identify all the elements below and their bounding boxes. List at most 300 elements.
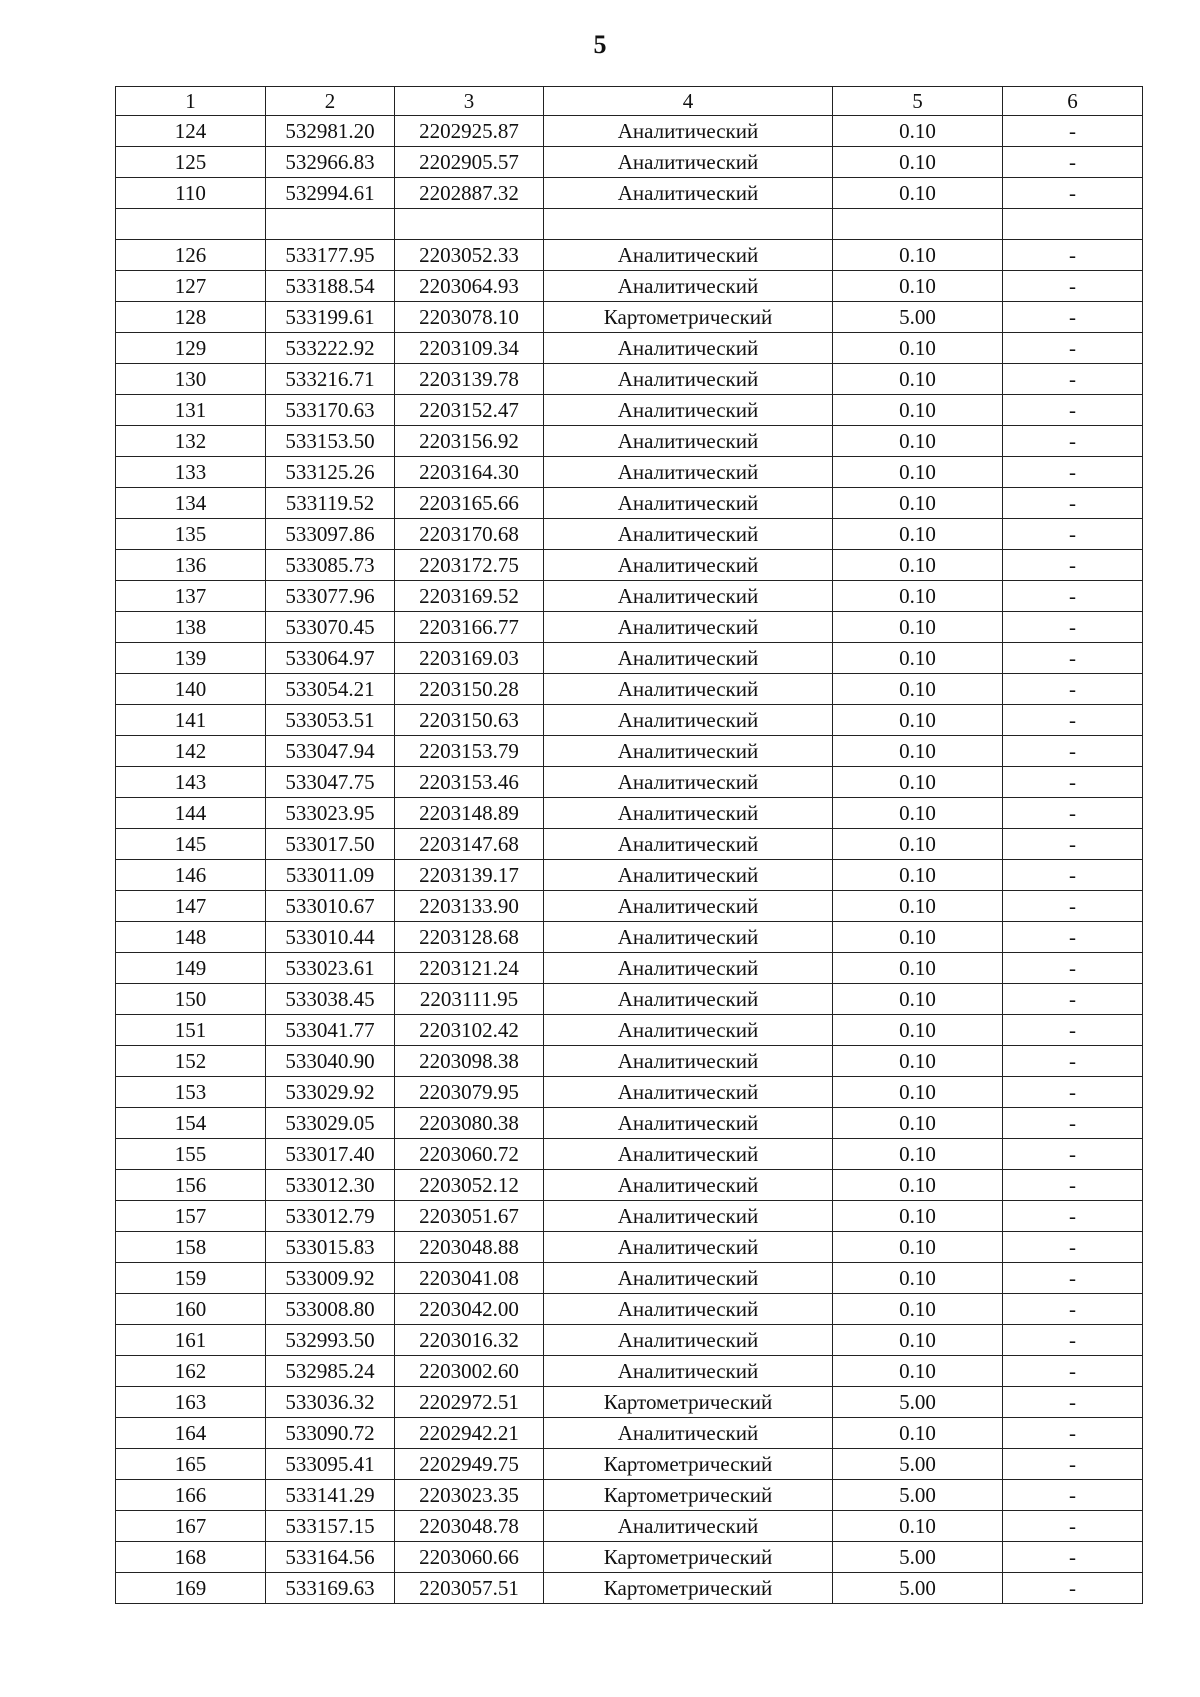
table-cell: 0.10 — [833, 1356, 1003, 1387]
table-cell: 2203172.75 — [395, 550, 544, 581]
table-row — [116, 1449, 1143, 1480]
table-cell: 533047.94 — [266, 736, 395, 767]
table-cell: 533012.79 — [266, 1201, 395, 1232]
table-cell: 2203041.08 — [395, 1263, 544, 1294]
table-cell: 124 — [116, 116, 266, 147]
table-row — [116, 457, 1143, 488]
table-cell: 165 — [116, 1449, 266, 1480]
table-cell: 126 — [116, 240, 266, 271]
table-cell: 164 — [116, 1418, 266, 1449]
table-cell: 163 — [116, 1387, 266, 1418]
table-cell: 136 — [116, 550, 266, 581]
table-row — [116, 1077, 1143, 1108]
table-cell: 0.10 — [833, 426, 1003, 457]
table-cell: 0.10 — [833, 457, 1003, 488]
table-cell: 533047.75 — [266, 767, 395, 798]
table-cell: 2203128.68 — [395, 922, 544, 953]
table-cell: 2203064.93 — [395, 271, 544, 302]
table-cell: 533041.77 — [266, 1015, 395, 1046]
table-cell: 533038.45 — [266, 984, 395, 1015]
table-cell: 144 — [116, 798, 266, 829]
table-cell — [116, 209, 266, 240]
table-cell: 2203023.35 — [395, 1480, 544, 1511]
table-row — [116, 1170, 1143, 1201]
table-cell: 533164.56 — [266, 1542, 395, 1573]
table-cell: 2203164.30 — [395, 457, 544, 488]
table-row — [116, 1263, 1143, 1294]
table-cell: 0.10 — [833, 1232, 1003, 1263]
table-cell: 2203052.12 — [395, 1170, 544, 1201]
table-cell: Аналитический — [544, 922, 833, 953]
table-cell: - — [1003, 1294, 1143, 1325]
table-cell: 2203051.67 — [395, 1201, 544, 1232]
table-cell: - — [1003, 674, 1143, 705]
table-row — [116, 178, 1143, 209]
table-cell: 533017.50 — [266, 829, 395, 860]
table-cell: 2203170.68 — [395, 519, 544, 550]
table-cell: - — [1003, 953, 1143, 984]
table-cell: Аналитический — [544, 1511, 833, 1542]
table-cell: 167 — [116, 1511, 266, 1542]
table-cell: 0.10 — [833, 581, 1003, 612]
table-cell: 0.10 — [833, 178, 1003, 209]
table-cell: Аналитический — [544, 674, 833, 705]
table-row — [116, 1046, 1143, 1077]
table-cell: Аналитический — [544, 395, 833, 426]
column-header: 5 — [833, 87, 1003, 116]
table-cell: 533036.32 — [266, 1387, 395, 1418]
table-cell: Аналитический — [544, 488, 833, 519]
table-cell: Аналитический — [544, 705, 833, 736]
table-cell: - — [1003, 1542, 1143, 1573]
table-cell: 128 — [116, 302, 266, 333]
table-cell: 0.10 — [833, 1294, 1003, 1325]
table-cell: 2202887.32 — [395, 178, 544, 209]
table-cell: 0.10 — [833, 1139, 1003, 1170]
table-cell: 533029.05 — [266, 1108, 395, 1139]
table-cell: 2203079.95 — [395, 1077, 544, 1108]
table-cell: 5.00 — [833, 302, 1003, 333]
table-cell: 533064.97 — [266, 643, 395, 674]
table-cell: 147 — [116, 891, 266, 922]
table-cell: - — [1003, 550, 1143, 581]
table-cell: 533153.50 — [266, 426, 395, 457]
table-cell: 140 — [116, 674, 266, 705]
table-cell: 0.10 — [833, 1046, 1003, 1077]
table-cell: 2203139.17 — [395, 860, 544, 891]
table-row — [116, 147, 1143, 178]
column-header: 3 — [395, 87, 544, 116]
table-cell: - — [1003, 1170, 1143, 1201]
table-cell: Аналитический — [544, 1046, 833, 1077]
table-row — [116, 302, 1143, 333]
table-cell: - — [1003, 829, 1143, 860]
table-cell: 135 — [116, 519, 266, 550]
table-cell: Аналитический — [544, 364, 833, 395]
table-cell: 0.10 — [833, 798, 1003, 829]
table-cell: 166 — [116, 1480, 266, 1511]
table-cell: 2203139.78 — [395, 364, 544, 395]
table-cell: 0.10 — [833, 829, 1003, 860]
table-cell: 0.10 — [833, 1325, 1003, 1356]
table-cell: - — [1003, 581, 1143, 612]
table-cell: 0.10 — [833, 1511, 1003, 1542]
table-cell: 0.10 — [833, 240, 1003, 271]
table-cell: 533216.71 — [266, 364, 395, 395]
table-cell: Аналитический — [544, 1108, 833, 1139]
table-cell: 2203152.47 — [395, 395, 544, 426]
table-cell: Аналитический — [544, 550, 833, 581]
table-cell: 533023.95 — [266, 798, 395, 829]
table-cell: 533010.44 — [266, 922, 395, 953]
table-cell: 2203169.03 — [395, 643, 544, 674]
table-cell: 142 — [116, 736, 266, 767]
table-row — [116, 1511, 1143, 1542]
table-cell: Аналитический — [544, 519, 833, 550]
table-row — [116, 1139, 1143, 1170]
table-cell: - — [1003, 1511, 1143, 1542]
table-cell: Аналитический — [544, 984, 833, 1015]
table-cell: 133 — [116, 457, 266, 488]
table-row — [116, 1418, 1143, 1449]
table-cell: - — [1003, 1139, 1143, 1170]
table-cell: 0.10 — [833, 1263, 1003, 1294]
table-cell: 134 — [116, 488, 266, 519]
table-cell: Аналитический — [544, 116, 833, 147]
table-cell: 132 — [116, 426, 266, 457]
table-cell: - — [1003, 1418, 1143, 1449]
table-cell: 2203150.28 — [395, 674, 544, 705]
table-cell: 155 — [116, 1139, 266, 1170]
table-cell: Аналитический — [544, 1263, 833, 1294]
table-cell: - — [1003, 705, 1143, 736]
column-header: 6 — [1003, 87, 1143, 116]
table-cell: 0.10 — [833, 674, 1003, 705]
table-cell: - — [1003, 1046, 1143, 1077]
table-row — [116, 488, 1143, 519]
table-cell: 0.10 — [833, 116, 1003, 147]
table-cell: 5.00 — [833, 1449, 1003, 1480]
table-cell: - — [1003, 767, 1143, 798]
table-cell: 533095.41 — [266, 1449, 395, 1480]
table-row — [116, 1015, 1143, 1046]
table-row — [116, 1294, 1143, 1325]
table-cell: 0.10 — [833, 705, 1003, 736]
table-cell: 533170.63 — [266, 395, 395, 426]
table-cell: 533097.86 — [266, 519, 395, 550]
table-row — [116, 767, 1143, 798]
table-row — [116, 395, 1143, 426]
table-row — [116, 1542, 1143, 1573]
table-row — [116, 1480, 1143, 1511]
table-row — [116, 240, 1143, 271]
table-cell: 532985.24 — [266, 1356, 395, 1387]
table-row — [116, 705, 1143, 736]
table-cell: 0.10 — [833, 1201, 1003, 1232]
table-cell: Аналитический — [544, 271, 833, 302]
table-cell: 0.10 — [833, 364, 1003, 395]
table-cell: - — [1003, 1263, 1143, 1294]
table-cell: Аналитический — [544, 643, 833, 674]
table-cell: 5.00 — [833, 1573, 1003, 1604]
table-cell: - — [1003, 891, 1143, 922]
table-row — [116, 674, 1143, 705]
table-cell: 143 — [116, 767, 266, 798]
table-row — [116, 426, 1143, 457]
table-cell: - — [1003, 1077, 1143, 1108]
table-cell: 0.10 — [833, 1108, 1003, 1139]
table-cell: 150 — [116, 984, 266, 1015]
table-cell: 2203121.24 — [395, 953, 544, 984]
table-cell — [266, 209, 395, 240]
table-cell: 145 — [116, 829, 266, 860]
table-cell: 533169.63 — [266, 1573, 395, 1604]
table-cell: 533141.29 — [266, 1480, 395, 1511]
table-cell: 137 — [116, 581, 266, 612]
table-cell: 2203165.66 — [395, 488, 544, 519]
table-cell: 2203153.79 — [395, 736, 544, 767]
table-cell: - — [1003, 1573, 1143, 1604]
table-cell: 110 — [116, 178, 266, 209]
table-cell: - — [1003, 1108, 1143, 1139]
table-cell: 533188.54 — [266, 271, 395, 302]
table-cell: Картометрический — [544, 1573, 833, 1604]
table-cell: - — [1003, 333, 1143, 364]
table-cell: 0.10 — [833, 984, 1003, 1015]
table-cell: 152 — [116, 1046, 266, 1077]
table-cell: Аналитический — [544, 1356, 833, 1387]
table-cell: 533199.61 — [266, 302, 395, 333]
table-cell: 130 — [116, 364, 266, 395]
table-cell: - — [1003, 1356, 1143, 1387]
table-row — [116, 364, 1143, 395]
table-cell — [544, 209, 833, 240]
table-cell: 2203057.51 — [395, 1573, 544, 1604]
table-row — [116, 1232, 1143, 1263]
table-cell: - — [1003, 1232, 1143, 1263]
table-cell: - — [1003, 798, 1143, 829]
table-cell: - — [1003, 519, 1143, 550]
table-cell: - — [1003, 1480, 1143, 1511]
table-cell: 533040.90 — [266, 1046, 395, 1077]
table-cell: Картометрический — [544, 1449, 833, 1480]
table-row — [116, 209, 1143, 240]
table-cell: 159 — [116, 1263, 266, 1294]
table-cell: - — [1003, 736, 1143, 767]
table-cell — [395, 209, 544, 240]
table-row — [116, 519, 1143, 550]
table-cell: 2203166.77 — [395, 612, 544, 643]
table-cell: 0.10 — [833, 1077, 1003, 1108]
table-cell: - — [1003, 643, 1143, 674]
coordinates-table — [115, 86, 1143, 1604]
table-cell: 0.10 — [833, 1170, 1003, 1201]
table-cell: - — [1003, 457, 1143, 488]
table-cell: 533017.40 — [266, 1139, 395, 1170]
table-cell: 0.10 — [833, 1015, 1003, 1046]
table-body — [116, 87, 1143, 1604]
table-cell: - — [1003, 116, 1143, 147]
table-cell: 532994.61 — [266, 178, 395, 209]
table-row — [116, 922, 1143, 953]
table-cell: 2203098.38 — [395, 1046, 544, 1077]
table-cell: Картометрический — [544, 1387, 833, 1418]
table-cell: - — [1003, 240, 1143, 271]
table-cell: 2203169.52 — [395, 581, 544, 612]
table-cell: 0.10 — [833, 333, 1003, 364]
table-cell: 533077.96 — [266, 581, 395, 612]
table-row — [116, 1356, 1143, 1387]
table-row — [116, 271, 1143, 302]
table-cell: 0.10 — [833, 891, 1003, 922]
table-row — [116, 1573, 1143, 1604]
table-cell: 158 — [116, 1232, 266, 1263]
table-cell: 2203060.72 — [395, 1139, 544, 1170]
table-row — [116, 1325, 1143, 1356]
table-cell: 0.10 — [833, 922, 1003, 953]
table-cell: Аналитический — [544, 457, 833, 488]
table-cell: 156 — [116, 1170, 266, 1201]
table-row — [116, 1201, 1143, 1232]
table-cell: 533070.45 — [266, 612, 395, 643]
table-cell: 533157.15 — [266, 1511, 395, 1542]
table-cell: - — [1003, 147, 1143, 178]
table-cell: 157 — [116, 1201, 266, 1232]
table-cell: - — [1003, 1325, 1143, 1356]
table-cell: 2202972.51 — [395, 1387, 544, 1418]
table-cell: 151 — [116, 1015, 266, 1046]
table-cell: 2203111.95 — [395, 984, 544, 1015]
table-cell: 125 — [116, 147, 266, 178]
table-cell: 2203080.38 — [395, 1108, 544, 1139]
table-cell: 0.10 — [833, 612, 1003, 643]
table-cell: 533125.26 — [266, 457, 395, 488]
table-cell: Аналитический — [544, 798, 833, 829]
table-cell: 153 — [116, 1077, 266, 1108]
table-row — [116, 581, 1143, 612]
table-cell: 161 — [116, 1325, 266, 1356]
table-cell: - — [1003, 271, 1143, 302]
table-cell: Аналитический — [544, 1077, 833, 1108]
table-cell: - — [1003, 364, 1143, 395]
table-cell: 2203148.89 — [395, 798, 544, 829]
table-cell: 2203060.66 — [395, 1542, 544, 1573]
table-cell: 141 — [116, 705, 266, 736]
table-cell — [833, 209, 1003, 240]
table-cell: 2203133.90 — [395, 891, 544, 922]
table-cell: 533177.95 — [266, 240, 395, 271]
page-number: 5 — [593, 30, 607, 59]
table-cell: - — [1003, 178, 1143, 209]
table-cell: 2203102.42 — [395, 1015, 544, 1046]
table-cell: 533010.67 — [266, 891, 395, 922]
table-cell: Аналитический — [544, 612, 833, 643]
table-cell: Аналитический — [544, 767, 833, 798]
table-cell: 5.00 — [833, 1480, 1003, 1511]
table-cell: 168 — [116, 1542, 266, 1573]
table-cell: 169 — [116, 1573, 266, 1604]
table-cell: 0.10 — [833, 643, 1003, 674]
table-cell: 533023.61 — [266, 953, 395, 984]
table-cell: 532981.20 — [266, 116, 395, 147]
table-cell: 2203153.46 — [395, 767, 544, 798]
table-row — [116, 984, 1143, 1015]
table-cell: Аналитический — [544, 581, 833, 612]
table-cell: 0.10 — [833, 147, 1003, 178]
table-cell: 162 — [116, 1356, 266, 1387]
table-cell: 0.10 — [833, 395, 1003, 426]
table-cell: 533011.09 — [266, 860, 395, 891]
table-cell: 533090.72 — [266, 1418, 395, 1449]
table-row — [116, 891, 1143, 922]
table-cell: - — [1003, 1015, 1143, 1046]
table-cell: 533119.52 — [266, 488, 395, 519]
table-cell: Аналитический — [544, 891, 833, 922]
table-header-row — [116, 87, 1143, 116]
table-row — [116, 643, 1143, 674]
table-cell: 0.10 — [833, 1418, 1003, 1449]
table-cell: 160 — [116, 1294, 266, 1325]
table-cell: 0.10 — [833, 488, 1003, 519]
table-cell: 2202949.75 — [395, 1449, 544, 1480]
table-cell: 533029.92 — [266, 1077, 395, 1108]
table-cell: 533015.83 — [266, 1232, 395, 1263]
table-cell: - — [1003, 612, 1143, 643]
table-cell: 2203109.34 — [395, 333, 544, 364]
table-cell: 2202905.57 — [395, 147, 544, 178]
table-cell: Аналитический — [544, 1294, 833, 1325]
table-cell: - — [1003, 860, 1143, 891]
table-cell: 533008.80 — [266, 1294, 395, 1325]
table-cell: 139 — [116, 643, 266, 674]
table-row — [116, 333, 1143, 364]
table-row — [116, 798, 1143, 829]
table-row — [116, 612, 1143, 643]
table-cell: 533222.92 — [266, 333, 395, 364]
table-cell: Аналитический — [544, 1418, 833, 1449]
table-row — [116, 829, 1143, 860]
table-row — [116, 736, 1143, 767]
table-cell: Аналитический — [544, 147, 833, 178]
table-row — [116, 860, 1143, 891]
table-cell: 533012.30 — [266, 1170, 395, 1201]
table-cell: Аналитический — [544, 829, 833, 860]
column-header: 1 — [116, 87, 266, 116]
table-cell: 5.00 — [833, 1387, 1003, 1418]
table-cell: 154 — [116, 1108, 266, 1139]
table-cell: 148 — [116, 922, 266, 953]
table-cell: 2203147.68 — [395, 829, 544, 860]
table-cell: - — [1003, 984, 1143, 1015]
table-cell: 2202925.87 — [395, 116, 544, 147]
table-cell: 2203052.33 — [395, 240, 544, 271]
table-cell: Картометрический — [544, 1480, 833, 1511]
table-cell: Аналитический — [544, 860, 833, 891]
table-cell: 0.10 — [833, 519, 1003, 550]
table-row — [116, 116, 1143, 147]
table-cell: 532966.83 — [266, 147, 395, 178]
table-cell: Аналитический — [544, 1201, 833, 1232]
table-cell: Аналитический — [544, 1139, 833, 1170]
table-cell: - — [1003, 302, 1143, 333]
table-cell: Аналитический — [544, 736, 833, 767]
table-cell: 2202942.21 — [395, 1418, 544, 1449]
table-cell — [1003, 209, 1143, 240]
table-cell: 533053.51 — [266, 705, 395, 736]
table-cell: Аналитический — [544, 240, 833, 271]
table-cell: Аналитический — [544, 333, 833, 364]
table-cell: 149 — [116, 953, 266, 984]
